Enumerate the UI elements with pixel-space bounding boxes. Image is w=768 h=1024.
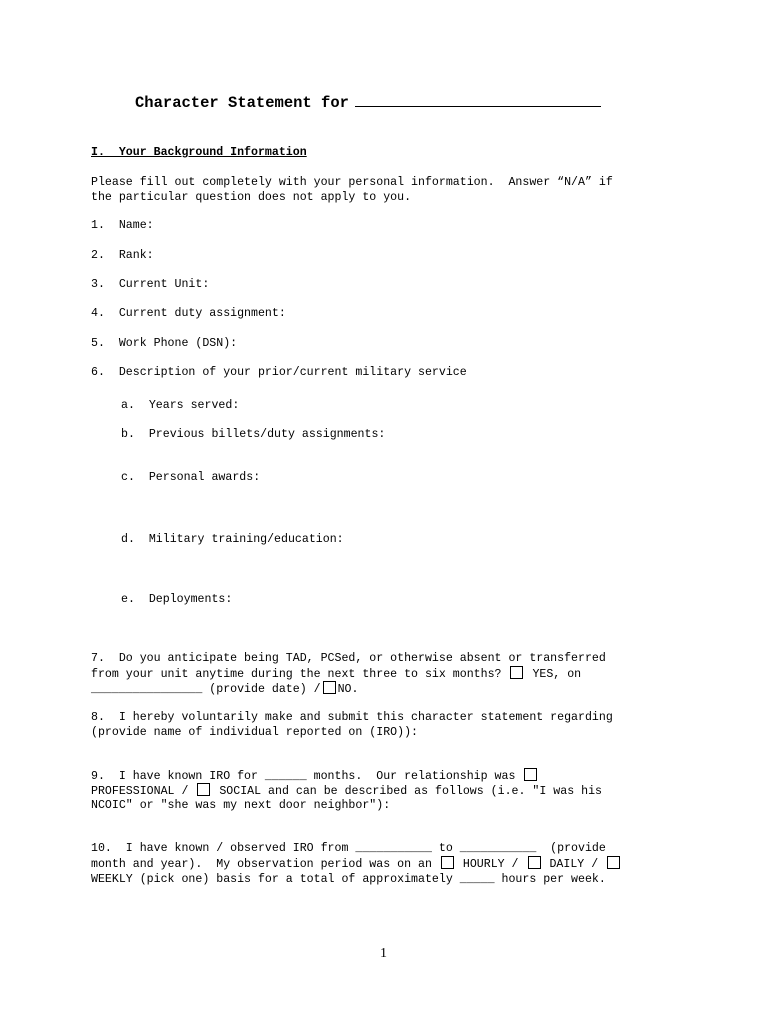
daily-checkbox[interactable] — [528, 856, 541, 869]
q7-line-2: from your unit anytime during the next three to six months? YES, on — [91, 668, 582, 681]
q10-line-3: WEEKLY (pick one) basis for a total of approximately _____ hours per week. — [91, 873, 606, 886]
q9-line-2: PROFESSIONAL / SOCIAL and can be described as follows (i.e. "I was his — [91, 785, 602, 798]
yes-checkbox[interactable] — [510, 666, 523, 679]
social-checkbox[interactable] — [197, 783, 210, 796]
intro-line-2: the particular question does not apply to you. — [91, 191, 412, 204]
q7-line-3: ________________ (provide date) / NO. — [91, 683, 359, 696]
question-deployments: e. Deployments: — [121, 593, 233, 606]
section-heading: I. Your Background Information — [91, 146, 307, 159]
q8-line-2: (provide name of individual reported on (IRO)): — [91, 726, 418, 739]
q8-line-1: 8. I hereby voluntarily make and submit this character statement regarding — [91, 711, 613, 724]
no-checkbox[interactable] — [323, 681, 336, 694]
professional-checkbox[interactable] — [524, 768, 537, 781]
question-current-unit: 3. Current Unit: — [91, 278, 210, 291]
q10-line-2: month and year). My observation period was on an HOURLY / DAILY / — [91, 856, 622, 872]
question-duty-assignment: 4. Current duty assignment: — [91, 307, 286, 320]
question-military-training: d. Military training/education: — [121, 533, 344, 546]
intro-line-1: Please fill out completely with your personal information. Answer “N/A” if — [91, 176, 613, 189]
question-rank: 2. Rank: — [91, 249, 154, 262]
question-personal-awards: c. Personal awards: — [121, 471, 261, 484]
page-number: 1 — [380, 946, 387, 961]
q7-line-1: 7. Do you anticipate being TAD, PCSed, or otherwise absent or transferred — [91, 652, 606, 665]
question-years-served: a. Years served: — [121, 399, 240, 412]
weekly-checkbox[interactable] — [607, 856, 620, 869]
title-name-blank[interactable] — [355, 92, 601, 107]
q9-line-1: 9. I have known IRO for ______ months. Our relationship was — [91, 768, 539, 784]
page-title: Character Statement for — [135, 92, 601, 111]
question-previous-billets: b. Previous billets/duty assignments: — [121, 428, 386, 441]
question-name: 1. Name: — [91, 219, 154, 232]
q10-line-1: 10. I have known / observed IRO from ___________ to ___________ (provide — [91, 842, 606, 855]
hourly-checkbox[interactable] — [441, 856, 454, 869]
q9-line-3: NCOIC" or "she was my next door neighbor"): — [91, 799, 391, 812]
question-military-service: 6. Description of your prior/current military service — [91, 366, 467, 379]
question-work-phone: 5. Work Phone (DSN): — [91, 337, 238, 350]
